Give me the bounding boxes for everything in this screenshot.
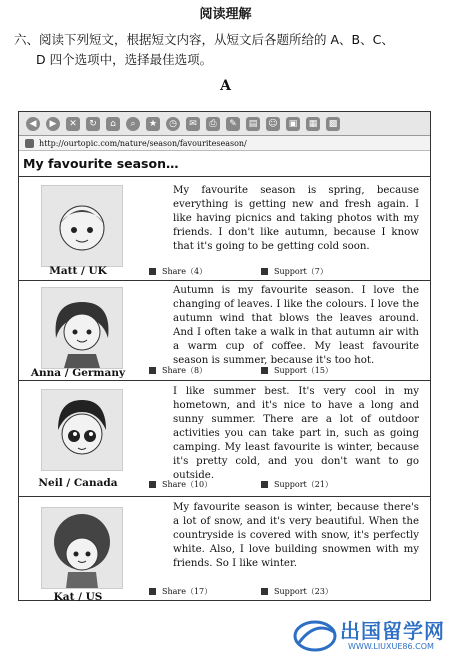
post-text: Autumn is my favourite season. I love the changing of leaves. I like the colours. I love the autumn wind that blows the leaves around. And I often take a walk in that autumn air with a warm cup of coffee. My least favourite season is summer, because it's too hot.: [173, 285, 419, 366]
post-text: My favourite season is winter, because there's a lot of snow, and it's very beautiful. When the countryside is covered with snow, it's perfectly white. Also, I love building snowmen with my friends. So I like winter.: [173, 502, 419, 569]
post-row: [19, 176, 430, 281]
author-name: Neil / Canada: [38, 477, 118, 489]
support-button[interactable]: Support（15）: [261, 365, 373, 376]
address-url[interactable]: http://ourtopic.com/nature/season/favouriteseason/: [39, 138, 247, 148]
instructions: [14, 30, 439, 70]
discuss-icon[interactable]: ▤: [246, 117, 260, 131]
support-icon: [261, 481, 268, 488]
messenger-icon[interactable]: ☺: [266, 117, 280, 131]
post-meta: [149, 266, 373, 277]
forward-icon[interactable]: ▶: [46, 117, 60, 131]
print-icon[interactable]: ⎙: [206, 117, 220, 131]
share-icon: [149, 367, 156, 374]
avatar: [41, 287, 123, 369]
stop-icon[interactable]: ✕: [66, 117, 80, 131]
favorites-icon[interactable]: ★: [146, 117, 160, 131]
share-button[interactable]: Share（10）: [149, 479, 261, 490]
girl-avatar-icon: [42, 288, 122, 368]
support-button[interactable]: Support（21）: [261, 479, 373, 490]
address-bar[interactable]: [19, 136, 430, 151]
browser-window: [18, 111, 431, 601]
share-button[interactable]: Share（17）: [149, 586, 261, 597]
history-icon[interactable]: ◷: [166, 117, 180, 131]
share-icon: [149, 588, 156, 595]
share-button[interactable]: Share（4）: [149, 266, 261, 277]
author-name: Kat / US: [53, 591, 103, 603]
tool-icon[interactable]: ▦: [306, 117, 320, 131]
boy-avatar-icon: [42, 390, 122, 470]
edit-icon[interactable]: ✎: [226, 117, 240, 131]
page-icon: [25, 139, 34, 148]
instructions-line-2: D 四个选项中，选择最佳选项。: [36, 52, 213, 67]
watermark-logo-icon: [292, 614, 338, 654]
support-button[interactable]: Support（23）: [261, 586, 373, 597]
boy-avatar-icon: [42, 186, 122, 266]
support-button[interactable]: Support（7）: [261, 266, 373, 277]
post-row: [19, 380, 430, 497]
avatar: [41, 185, 123, 267]
author-name: Anna / Germany: [30, 367, 126, 379]
share-button[interactable]: Share（8）: [149, 365, 261, 376]
post-meta: [149, 586, 373, 597]
girl-avatar-icon: [42, 508, 122, 588]
share-icon: [149, 481, 156, 488]
share-icon: [149, 268, 156, 275]
tool-icon[interactable]: ▩: [326, 117, 340, 131]
support-icon: [261, 268, 268, 275]
search-icon[interactable]: ⌕: [126, 117, 140, 131]
part-label: A: [220, 78, 231, 94]
avatar: [41, 389, 123, 471]
support-icon: [261, 367, 268, 374]
mail-icon[interactable]: ✉: [186, 117, 200, 131]
home-icon[interactable]: ⌂: [106, 117, 120, 131]
post-text: I like summer best. It's very cool in my hometown, and it's nice to have a long and sunny summer. There are a lot of outdoor activities you can take part in, such as going camping. My least favourite is winter, because it's pretty cold, and you don't want to go outside.: [173, 386, 419, 481]
post-meta: [149, 365, 373, 376]
post-row: [19, 280, 430, 381]
post-meta: [149, 479, 373, 490]
post-text: My favourite season is spring, because everything is getting new and fresh again. I like having picnics and taking photos with my friends. I don't like autumn, because I know that it's going to be getting cold soon.: [173, 185, 419, 252]
watermark-brand: 出国留学网: [340, 619, 445, 643]
back-icon[interactable]: ◀: [26, 117, 40, 131]
support-icon: [261, 588, 268, 595]
refresh-icon[interactable]: ↻: [86, 117, 100, 131]
instructions-line-1: 六、阅读下列短文，根据短文内容，从短文后各题所给的 A、B、C、: [14, 32, 394, 47]
author-name: Matt / UK: [49, 265, 107, 277]
post-row: [19, 496, 430, 603]
section-title: 阅读理解: [199, 7, 252, 22]
avatar: [41, 507, 123, 589]
page-heading: My favourite season…: [23, 156, 179, 171]
browser-toolbar: [19, 112, 430, 136]
watermark: [292, 610, 451, 658]
tool-icon[interactable]: ▣: [286, 117, 300, 131]
watermark-url: WWW.LIUXUE86.COM: [348, 642, 434, 651]
